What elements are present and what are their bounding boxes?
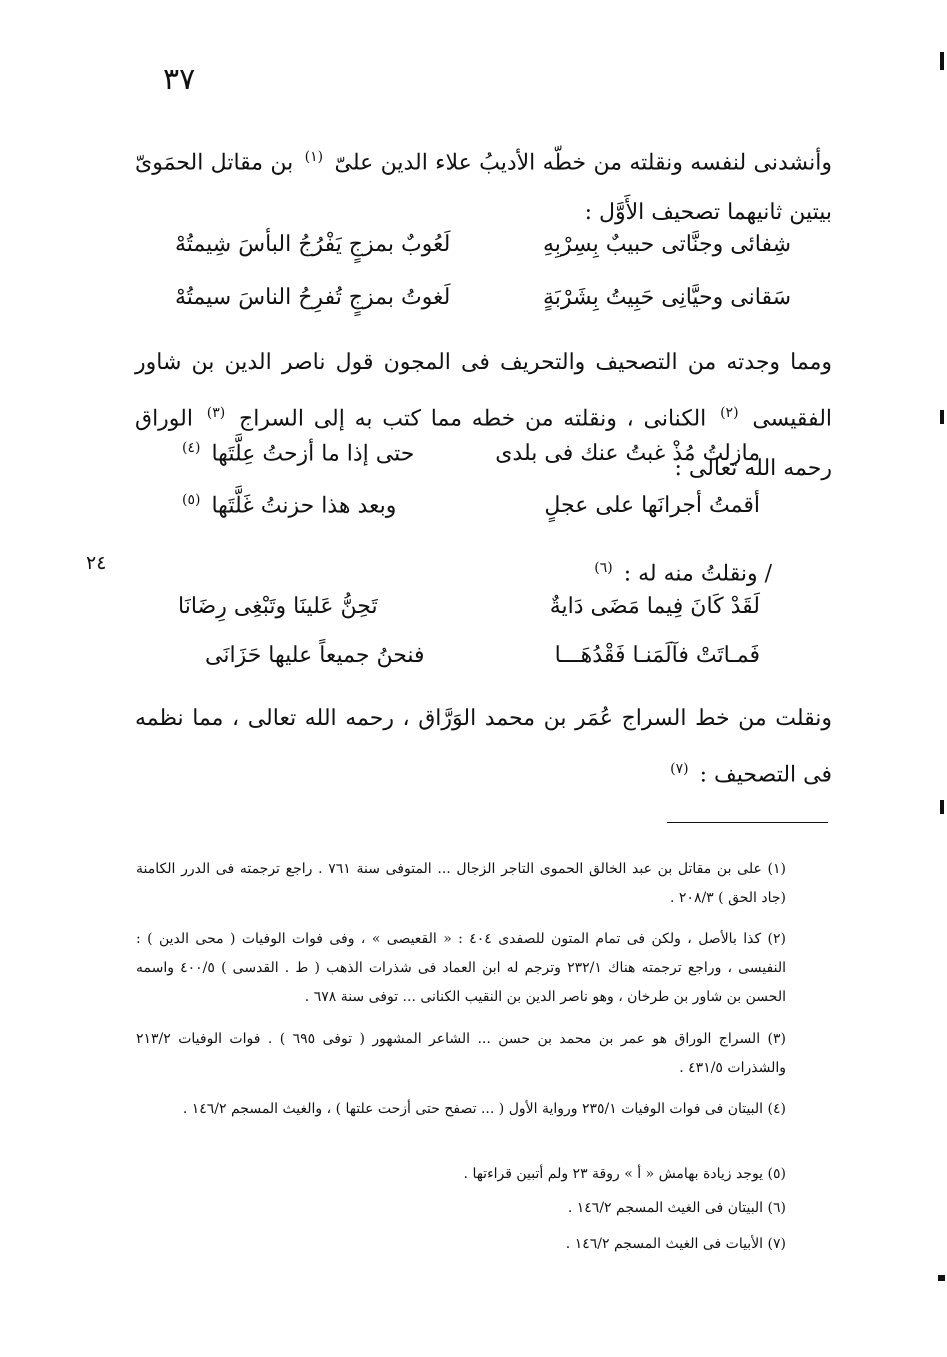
scan-edge-mark <box>938 1275 945 1281</box>
verse-hemistich-left-text: وبعد هذا حزنتُ غَلَّتَها <box>211 493 397 519</box>
verse-hemistich-left: لَغوتُ بمزجٍ تُفرِحُ الناسَ سيمتُهْ <box>175 285 451 310</box>
footnote-text: كذا بالأصل ، ولكن فى تمام المتون للصفدى ٤٠٤ : « القعيصى » ، وفى فوات الوفيات ( محى الدين ) : النفيسى ، وراجع ترجمته هناك ٢٣٢/١ وترجم له ابن العماد فى شذرات الذهب ( ط . القدسى ) ٤٠٠/٥ واسمه الحسن بن شاور بن طرخان ، وهو ناصر الدين بن النقيب الكنانى ... توفى سنة ٦٧٨ . <box>136 931 786 1005</box>
verse-hemistich-right: شِفائى وجنَّاتى حبيبٌ بِسِرْبِهِ <box>542 232 791 257</box>
paragraph-3 <box>560 543 772 599</box>
paragraph-2-text-c: الوراق رحمه الله تعالى : <box>135 406 832 482</box>
footnote-number: (٣) <box>767 1031 786 1047</box>
verse-line-1 <box>175 232 791 257</box>
paragraph-2-text-b: الكنانى ، ونقلته من خطه مما كتب به إلى السراج <box>239 406 707 432</box>
footnote-text: البيتان فى فوات الوفيات ٢٣٥/١ ورواية الأول ( ... تصفح حتى أزحت علتها ) ، والغيث المسجم ١٤٦/٢ . <box>182 1101 764 1117</box>
paragraph-1 <box>135 132 832 238</box>
footnote-text: السراج الوراق هو عمر بن محمد بن حسن ... الشاعر المشهور ( توفى ٦٩٥ ) . فوات الوفيات ٢١٣/٢ والشذرات ٤٣١/٥ . <box>136 1031 786 1076</box>
footnote-5 <box>380 1160 786 1189</box>
paragraph-2 <box>135 338 832 494</box>
footnote-6 <box>480 1194 786 1223</box>
footnote-ref-1[interactable]: (١) <box>304 149 324 165</box>
footnote-ref-6[interactable]: (٦) <box>594 560 613 576</box>
scan-edge-mark <box>940 800 944 814</box>
footnote-text: الأبيات فى الغيث المسجم ١٤٦/٢ . <box>565 1236 764 1252</box>
paragraph-1-text-b: بن مقاتل الحمَوىّ بيتين ثانيهما تصحيف الأَوَّل : <box>135 150 832 226</box>
verse-hemistich-left: تَحِنُّ عَلينَا وتَبْغِى رِضَانَا <box>178 594 378 619</box>
footnote-3 <box>136 1025 786 1083</box>
paragraph-1-text-a: وأنشدنى لنفسه ونقلته من خطّه الأديبُ علاء الدين علىّ <box>334 150 833 176</box>
verse-hemistich-left: فنحنُ جميعاً عليها حَزَانَى <box>205 643 425 668</box>
footnote-text: البيتان فى الغيث المسجم ١٤٦/٢ . <box>567 1200 764 1216</box>
footnote-separator <box>667 822 828 823</box>
verse-line-5 <box>178 594 760 619</box>
footnote-ref-4[interactable]: (٤) <box>182 440 201 456</box>
verse-hemistich-left: لَعُوبٌ بمزجٍ يَفْرُجُ البأسَ شِيمتُهْ <box>175 232 451 257</box>
verse-hemistich-left <box>178 492 396 518</box>
footnote-number: (٢) <box>767 931 787 947</box>
footnote-text: يوجد زيادة بهامش « أ » روقة ٢٣ ولم أتبين قراءتها . <box>463 1166 764 1182</box>
verse-line-3 <box>178 440 760 466</box>
footnote-text: على بن مقاتل بن عبد الخالق الحموى التاجر الزجال ... المتوفى سنة ٧٦١ . راجع ترجمته فى الدرر الكامنة (جاد الحق ) ٢٠٨/٣ . <box>136 861 786 906</box>
verse-line-4 <box>178 492 760 518</box>
paragraph-4-text: ونقلت من خط السراج عُمَر بن محمد الوَرَّاق ، رحمه الله تعالى ، مما نظمه فى التصحيف : <box>135 706 832 788</box>
footnote-4 <box>136 1095 786 1124</box>
verse-hemistich-left-text: حتى إذا ما أزحتُ عِلَّتَها <box>211 441 415 467</box>
footnote-number: (١) <box>767 861 787 877</box>
verse-line-6 <box>205 643 760 668</box>
margin-reference-number: ٢٤ <box>86 552 107 574</box>
paragraph-3-text: / ونقلتُ منه له : <box>623 561 772 587</box>
verse-line-2 <box>175 285 791 310</box>
verse-hemistich-right: مازلتُ مُذْ غبتُ عنك فى بلدى <box>495 441 760 467</box>
paragraph-2-text-a: ومما وجدته من التصحيف والتحريف فى المجون قول ناصر الدين بن شاور الفقيسى <box>135 350 833 432</box>
scan-edge-mark <box>940 410 944 424</box>
footnote-number: (٦) <box>767 1200 786 1216</box>
scan-edge-mark <box>940 52 944 70</box>
verse-hemistich-right: أقمتُ أجرانَها على عجلٍ <box>544 493 760 519</box>
verse-hemistich-right: لَقَدْ كَانَ فِيما مَضَى دَايةٌ <box>549 594 760 619</box>
footnote-2 <box>136 925 786 1012</box>
footnote-1 <box>136 855 786 913</box>
footnote-7 <box>480 1230 786 1259</box>
page-number: ٣٧ <box>163 62 196 97</box>
footnote-ref-3[interactable]: (٣) <box>206 405 226 421</box>
verse-hemistich-right: فَمـاتَتْ فآلَمَنـا فَقْدُهَـــا <box>554 643 760 668</box>
verse-hemistich-right: سَقانى وحيَّانِى حَبِيتُ بِشَرْبَةٍ <box>542 285 791 310</box>
footnote-ref-7[interactable]: (٧) <box>670 761 689 777</box>
footnote-number: (٤) <box>767 1101 786 1117</box>
verse-hemistich-left <box>178 440 414 466</box>
footnote-ref-5[interactable]: (٥) <box>182 492 201 508</box>
footnote-number: (٧) <box>767 1236 786 1252</box>
footnote-number: (٥) <box>767 1166 786 1182</box>
paragraph-4 <box>135 694 832 800</box>
footnote-ref-2[interactable]: (٢) <box>720 405 739 421</box>
